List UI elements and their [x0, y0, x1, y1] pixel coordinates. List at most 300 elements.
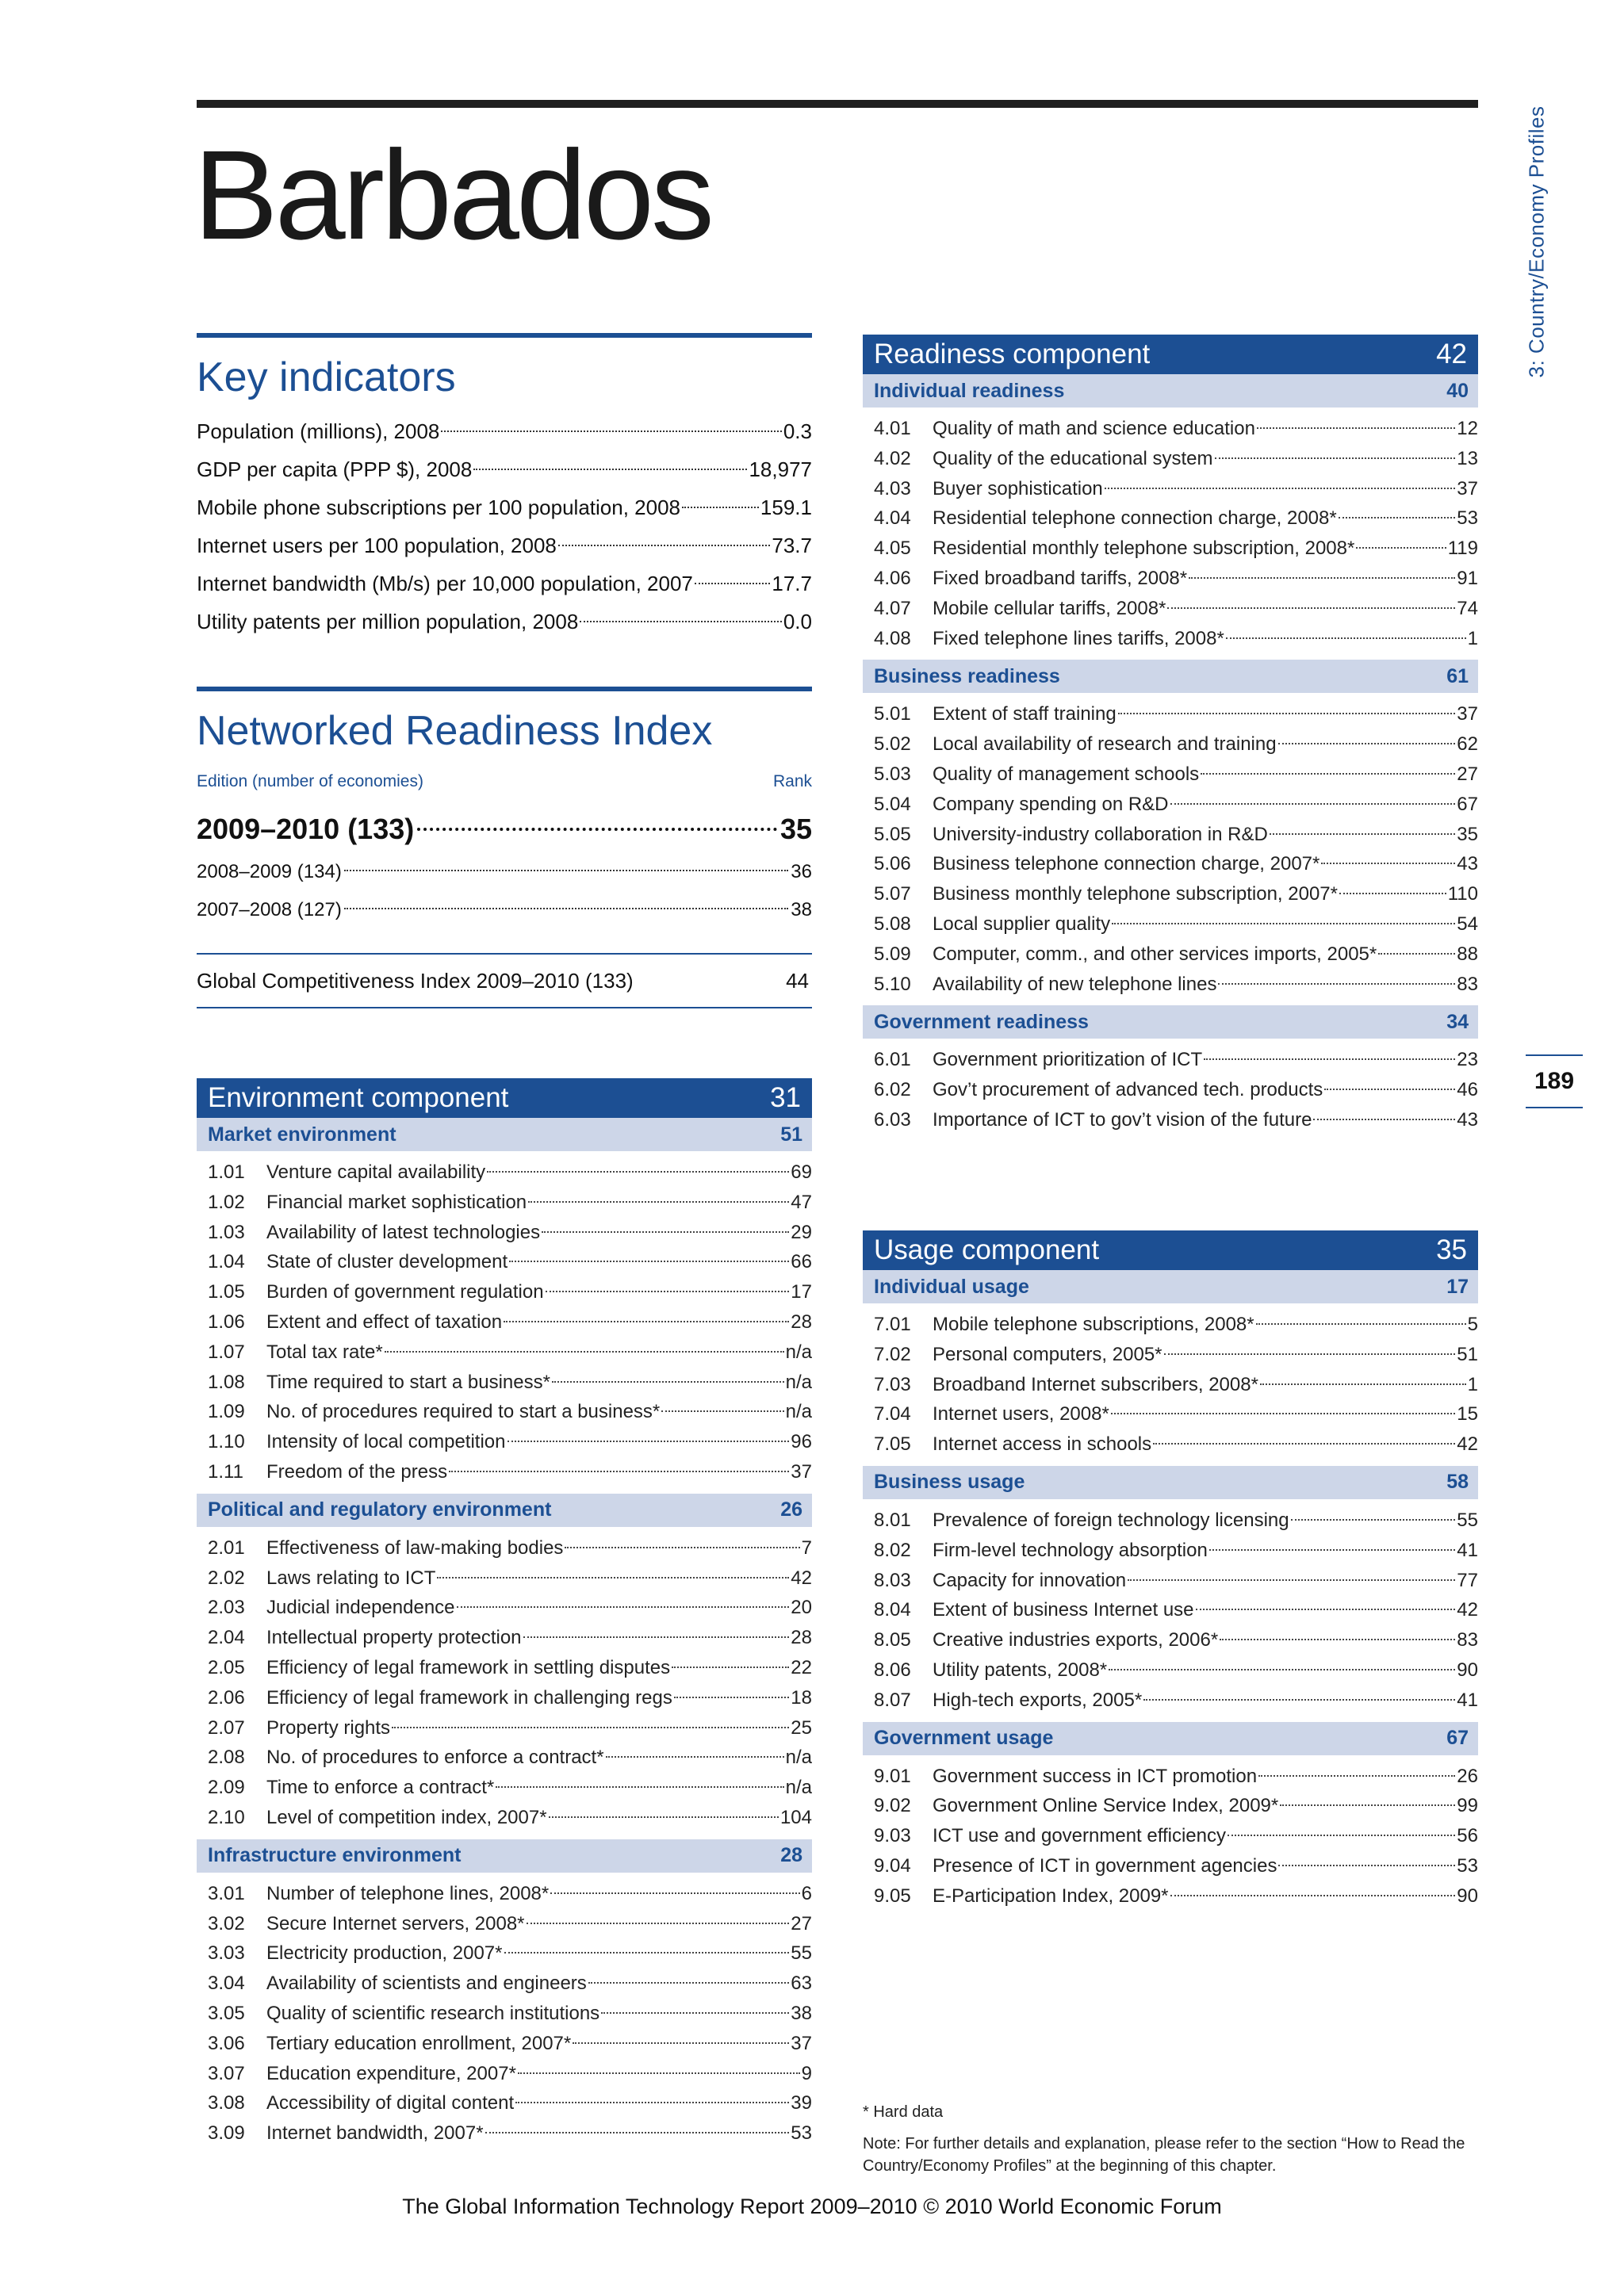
- key-indicator-label: Utility patents per million population, 2008: [197, 610, 579, 633]
- indicator-row: [197, 1337, 812, 1368]
- indicator-label: Business telephone connection charge, 2007*: [933, 853, 1320, 875]
- nri-column-header: [197, 772, 812, 791]
- indicator-row: [863, 1851, 1478, 1881]
- indicator-row: [197, 1218, 812, 1248]
- indicator-label: Creative industries exports, 2006*: [933, 1629, 1219, 1651]
- indicator-rank: 27: [1457, 763, 1478, 785]
- leader-dots: [1153, 1443, 1455, 1445]
- leader-dots: [1112, 923, 1455, 924]
- indicator-rank: 43: [1457, 1108, 1478, 1131]
- indicator-row: [197, 2118, 812, 2149]
- indicator-number: 6.01: [874, 1049, 911, 1071]
- indicator-label: Utility patents, 2008*: [933, 1659, 1108, 1681]
- indicator-rank: 42: [1457, 1599, 1478, 1621]
- indicator-label: Firm-level technology absorption: [933, 1539, 1208, 1561]
- key-indicator-row: [197, 488, 812, 526]
- indicator-number: 8.07: [874, 1689, 911, 1711]
- indicator-row: [197, 2029, 812, 2059]
- readiness-component: [863, 335, 1478, 1142]
- indicator-row: [863, 1791, 1478, 1821]
- leader-dots: [558, 545, 771, 546]
- leader-dots: [1257, 427, 1455, 429]
- indicator-number: 7.01: [874, 1314, 911, 1335]
- indicator-row: [863, 594, 1478, 624]
- indicator-rank: 47: [791, 1191, 812, 1213]
- leader-dots: [546, 1291, 790, 1292]
- indicator-number: 1.10: [208, 1431, 245, 1453]
- leader-dots: [1339, 517, 1456, 519]
- usage-component: [863, 1230, 1478, 1918]
- indicator-row: [197, 1969, 812, 1999]
- pillar-header: [863, 660, 1478, 693]
- leader-dots: [1196, 1609, 1456, 1610]
- indicator-rank: 66: [791, 1251, 812, 1273]
- readiness-component-rank: 42: [1436, 339, 1467, 369]
- indicator-label: Judicial independence: [266, 1597, 455, 1619]
- indicator-rank: n/a: [785, 1747, 812, 1769]
- indicator-number: 8.05: [874, 1629, 911, 1651]
- indicator-row: [863, 1429, 1478, 1460]
- indicator-label: Company spending on R&D: [933, 793, 1169, 815]
- key-indicators-section: [197, 333, 812, 641]
- leader-dots: [1324, 1089, 1455, 1090]
- key-indicator-value: 0.3: [783, 419, 812, 443]
- indicator-rank: 90: [1457, 1885, 1478, 1907]
- indicator-row: [863, 624, 1478, 654]
- nri-rule: [197, 687, 812, 691]
- indicator-number: 1.05: [208, 1281, 245, 1303]
- leader-dots: [1278, 1865, 1455, 1866]
- indicator-label: Buyer sophistication: [933, 477, 1103, 499]
- pillar-title: Infrastructure environment: [208, 1844, 462, 1867]
- leader-dots: [496, 1786, 783, 1788]
- indicator-label: E-Participation Index, 2009*: [933, 1885, 1169, 1907]
- leader-dots: [1118, 713, 1456, 714]
- indicator-number: 1.03: [208, 1221, 245, 1243]
- leader-dots: [1170, 1895, 1456, 1896]
- indicator-label: Quality of scientific research institutions: [266, 2002, 600, 2024]
- indicator-label: Broadband Internet subscribers, 2008*: [933, 1373, 1258, 1395]
- indicator-row: [863, 534, 1478, 564]
- leader-dots: [1143, 1699, 1455, 1701]
- indicator-number: 9.05: [874, 1885, 911, 1907]
- pillar-title: Individual readiness: [874, 379, 1065, 402]
- usage-component-header: [863, 1230, 1478, 1270]
- key-indicators-list: [197, 412, 812, 641]
- indicator-row: [863, 790, 1478, 820]
- indicator-label: Fixed broadband tariffs, 2008*: [933, 567, 1188, 589]
- indicator-label: Education expenditure, 2007*: [266, 2062, 516, 2084]
- indicator-number: 5.06: [874, 853, 911, 875]
- hard-data-footnote: * Hard data: [863, 2103, 944, 2121]
- indicator-number: 5.01: [874, 703, 911, 725]
- leader-dots: [527, 1923, 790, 1924]
- nri-section: [197, 687, 812, 1008]
- indicator-rank: 23: [1457, 1049, 1478, 1071]
- leader-dots: [457, 1606, 790, 1608]
- leader-dots: [588, 1982, 790, 1984]
- indicator-label: Availability of scientists and engineers: [266, 1973, 587, 1995]
- pillar-header: [197, 1494, 812, 1527]
- pillar-header: [863, 374, 1478, 408]
- indicator-row: [863, 444, 1478, 474]
- indicator-rank: 37: [791, 2032, 812, 2054]
- key-indicator-row: [197, 564, 812, 603]
- indicator-row: [863, 939, 1478, 970]
- indicator-label: Presence of ICT in government agencies: [933, 1854, 1277, 1877]
- indicator-label: Extent and effect of taxation: [266, 1311, 503, 1333]
- indicator-label: Importance of ICT to gov’t vision of the future: [933, 1108, 1312, 1131]
- indicator-label: Total tax rate*: [266, 1341, 383, 1363]
- leader-dots: [682, 507, 759, 508]
- indicator-row: [863, 1655, 1478, 1686]
- indicator-label: Financial market sophistication: [266, 1191, 527, 1213]
- indicator-list: [197, 1158, 812, 1487]
- key-indicator-label: Mobile phone subscriptions per 100 population, 2008: [197, 496, 680, 519]
- indicator-label: Laws relating to ICT: [266, 1567, 436, 1589]
- nri-row: [197, 853, 812, 891]
- indicator-number: 7.02: [874, 1343, 911, 1365]
- leader-dots: [437, 1577, 789, 1578]
- indicator-rank: 41: [1457, 1689, 1478, 1711]
- key-indicator-row: [197, 412, 812, 450]
- indicator-label: Internet access in schools: [933, 1433, 1152, 1456]
- nri-heading: Networked Readiness Index: [197, 708, 713, 754]
- page-number: 189: [1534, 1068, 1575, 1094]
- leader-dots: [1256, 1323, 1466, 1325]
- indicator-row: [863, 1595, 1478, 1625]
- leader-dots: [1280, 1804, 1455, 1806]
- indicator-row: [863, 1625, 1478, 1655]
- indicator-number: 5.03: [874, 763, 911, 785]
- indicator-row: [197, 1999, 812, 2029]
- leader-dots: [509, 1261, 789, 1262]
- indicator-rank: 37: [1457, 477, 1478, 499]
- indicator-label: Effectiveness of law-making bodies: [266, 1536, 564, 1559]
- leader-dots: [1220, 1639, 1455, 1640]
- indicator-rank: 53: [791, 2122, 812, 2145]
- indicator-row: [863, 1399, 1478, 1429]
- indicator-rank: 43: [1457, 853, 1478, 875]
- leader-dots: [552, 1381, 784, 1383]
- indicator-number: 8.03: [874, 1569, 911, 1591]
- indicator-rank: 13: [1457, 447, 1478, 469]
- leader-dots: [1189, 577, 1455, 579]
- indicator-row: [863, 699, 1478, 729]
- indicator-number: 1.09: [208, 1401, 245, 1423]
- indicator-number: 1.01: [208, 1161, 245, 1183]
- leader-dots: [601, 2012, 789, 2014]
- leader-dots: [1270, 833, 1455, 835]
- indicator-label: Business monthly telephone subscription, 2007*: [933, 883, 1338, 905]
- indicator-row: [197, 1158, 812, 1188]
- leader-dots: [1313, 1119, 1455, 1120]
- indicator-label: University-industry collaboration in R&D: [933, 823, 1268, 845]
- indicator-row: [863, 1821, 1478, 1851]
- key-indicator-value: 159.1: [760, 496, 812, 519]
- indicator-label: Residential telephone connection charge, 2008*: [933, 507, 1337, 530]
- leader-dots: [1215, 457, 1456, 459]
- indicator-list: [863, 1506, 1478, 1716]
- indicator-number: 4.03: [874, 477, 911, 499]
- leader-dots: [1128, 1579, 1455, 1581]
- indicator-list: [863, 1762, 1478, 1911]
- indicator-rank: 28: [791, 1311, 812, 1333]
- leader-dots: [504, 1952, 790, 1954]
- leader-dots: [487, 1171, 789, 1173]
- indicator-label: Efficiency of legal framework in challenging regs: [266, 1686, 672, 1709]
- indicator-number: 2.03: [208, 1597, 245, 1619]
- indicator-list: [197, 1533, 812, 1833]
- indicator-number: 1.08: [208, 1371, 245, 1393]
- indicator-rank: 39: [791, 2092, 812, 2114]
- environment-component: [197, 1078, 812, 2155]
- indicator-number: 4.02: [874, 447, 911, 469]
- indicator-rank: 5: [1467, 1314, 1478, 1335]
- indicator-row: [197, 1563, 812, 1594]
- indicator-number: 2.05: [208, 1656, 245, 1678]
- indicator-row: [863, 1105, 1478, 1135]
- indicator-row: [197, 1368, 812, 1398]
- pillar-title: Government usage: [874, 1727, 1054, 1750]
- indicator-list: [863, 1310, 1478, 1460]
- indicator-number: 5.10: [874, 973, 911, 995]
- indicator-rank: 41: [1457, 1539, 1478, 1561]
- pillar-header: [197, 1118, 812, 1151]
- indicator-rank: 46: [1457, 1079, 1478, 1101]
- indicator-rank: 37: [1457, 703, 1478, 725]
- leader-dots: [549, 1816, 779, 1818]
- indicator-number: 8.04: [874, 1599, 911, 1621]
- indicator-number: 2.06: [208, 1686, 245, 1709]
- indicator-label: Internet users, 2008*: [933, 1403, 1109, 1425]
- pillar-rank: 40: [1446, 379, 1469, 402]
- indicator-rank: 12: [1457, 418, 1478, 439]
- indicator-number: 3.07: [208, 2062, 245, 2084]
- indicator-label: Computer, comm., and other services imports, 2005*: [933, 943, 1377, 965]
- indicator-row: [863, 1762, 1478, 1792]
- leader-dots: [1105, 488, 1456, 489]
- indicator-rank: 51: [1457, 1343, 1478, 1365]
- indicator-row: [863, 729, 1478, 760]
- indicator-number: 4.01: [874, 418, 911, 439]
- pillar-title: Individual usage: [874, 1275, 1029, 1298]
- indicator-row: [197, 1533, 812, 1563]
- indicator-list: [863, 414, 1478, 653]
- indicator-rank: 26: [1457, 1765, 1478, 1787]
- key-indicator-row: [197, 526, 812, 564]
- indicator-label: Residential monthly telephone subscription, 2008*: [933, 538, 1355, 560]
- leader-dots: [550, 1892, 799, 1894]
- nri-row-label: 2007–2008 (127): [197, 899, 342, 920]
- indicator-number: 2.08: [208, 1747, 245, 1769]
- leader-dots: [1258, 1775, 1455, 1777]
- leader-dots: [344, 908, 788, 909]
- indicator-row: [863, 414, 1478, 444]
- indicator-rank: 110: [1447, 883, 1478, 905]
- leader-dots: [1291, 1519, 1456, 1521]
- nri-main-row: [197, 806, 812, 853]
- usage-component-rank: 35: [1436, 1234, 1467, 1265]
- indicator-row: [197, 1277, 812, 1307]
- indicator-number: 9.03: [874, 1825, 911, 1847]
- indicator-row: [197, 1773, 812, 1803]
- key-indicator-row: [197, 603, 812, 641]
- indicator-rank: 104: [779, 1806, 812, 1828]
- indicator-rank: 69: [791, 1161, 812, 1183]
- indicator-rank: 35: [1457, 823, 1478, 845]
- indicator-rank: 63: [791, 1973, 812, 1995]
- indicator-row: [863, 1370, 1478, 1400]
- indicator-label: Government Online Service Index, 2009*: [933, 1795, 1279, 1817]
- indicator-rank: 38: [791, 2002, 812, 2024]
- leader-dots: [504, 1321, 789, 1322]
- indicator-label: Time required to start a business*: [266, 1371, 550, 1393]
- indicator-rank: 99: [1457, 1795, 1478, 1817]
- indicator-label: Freedom of the press: [266, 1460, 448, 1483]
- leader-dots: [441, 430, 781, 432]
- indicator-number: 1.02: [208, 1191, 245, 1213]
- indicator-row: [863, 1881, 1478, 1911]
- leader-dots: [473, 469, 747, 470]
- pillar-title: Market environment: [208, 1123, 396, 1146]
- indicator-row: [863, 1045, 1478, 1075]
- indicator-rank: 20: [791, 1597, 812, 1619]
- leader-dots: [449, 1471, 789, 1472]
- key-indicator-value: 18,977: [749, 457, 812, 481]
- indicator-number: 9.04: [874, 1854, 911, 1877]
- pillar-rank: 51: [780, 1123, 802, 1146]
- nri-row: [197, 891, 812, 929]
- gci-row: [197, 953, 812, 1008]
- leader-dots: [1356, 547, 1446, 549]
- key-indicator-value: 17.7: [772, 572, 812, 595]
- indicator-row: [197, 1713, 812, 1743]
- leader-dots: [1109, 1669, 1455, 1670]
- nri-row-label: 2008–2009 (134): [197, 861, 342, 882]
- indicator-rank: 67: [1457, 793, 1478, 815]
- indicator-rank: 28: [791, 1627, 812, 1649]
- indicator-rank: 54: [1457, 913, 1478, 935]
- indicator-number: 7.05: [874, 1433, 911, 1456]
- leader-dots: [580, 621, 782, 622]
- indicator-row: [197, 1909, 812, 1939]
- nri-main-label: 2009–2010 (133): [197, 813, 415, 845]
- indicator-rank: 83: [1457, 1629, 1478, 1651]
- page-footer: The Global Information Technology Report 2009–2010 © 2010 World Economic Forum: [402, 2195, 1222, 2218]
- indicator-row: [863, 474, 1478, 504]
- indicator-number: 3.04: [208, 1973, 245, 1995]
- indicator-number: 9.01: [874, 1765, 911, 1787]
- indicator-number: 5.07: [874, 883, 911, 905]
- indicator-row: [197, 1683, 812, 1713]
- leader-dots: [1167, 607, 1455, 609]
- leader-dots: [1111, 1413, 1455, 1414]
- indicator-label: No. of procedures to enforce a contract*: [266, 1747, 604, 1769]
- leader-dots: [565, 1547, 799, 1548]
- indicator-row: [197, 1397, 812, 1427]
- leader-dots: [1321, 863, 1455, 864]
- leader-dots: [417, 828, 777, 831]
- top-rule: [197, 100, 1478, 108]
- indicator-rank: n/a: [785, 1777, 812, 1799]
- indicator-rank: 22: [791, 1656, 812, 1678]
- indicator-label: Government success in ICT promotion: [933, 1765, 1258, 1787]
- indicator-number: 3.03: [208, 1942, 245, 1965]
- leader-dots: [674, 1697, 789, 1698]
- pillar-rank: 26: [780, 1498, 802, 1521]
- indicator-row: [863, 1340, 1478, 1370]
- note-footnote: Note: For further details and explanation, please refer to the section “How to Read the Country/Economy Profiles” at the beginning of this chapter.: [863, 2135, 1465, 2175]
- indicator-label: Availability of new telephone lines: [933, 973, 1217, 995]
- usage-component-title: Usage component: [874, 1234, 1100, 1265]
- key-indicator-label: Internet users per 100 population, 2008: [197, 534, 557, 557]
- indicator-list: [863, 1045, 1478, 1135]
- indicator-label: Venture capital availability: [266, 1161, 486, 1183]
- indicator-rank: 55: [1457, 1509, 1478, 1531]
- indicator-rank: 96: [791, 1431, 812, 1453]
- indicator-label: Mobile cellular tariffs, 2008*: [933, 597, 1166, 619]
- nri-rank-label: Rank: [772, 772, 812, 790]
- indicator-number: 5.04: [874, 793, 911, 815]
- leader-dots: [518, 2072, 800, 2074]
- indicator-rank: 62: [1457, 733, 1478, 756]
- leader-dots: [344, 870, 788, 871]
- indicator-label: Electricity production, 2007*: [266, 1942, 503, 1965]
- indicator-label: Burden of government regulation: [266, 1281, 544, 1303]
- readiness-component-title: Readiness component: [874, 339, 1151, 369]
- pillar-rank: 58: [1446, 1471, 1469, 1494]
- indicator-row: [863, 564, 1478, 594]
- indicator-label: Efficiency of legal framework in settling disputes: [266, 1656, 671, 1678]
- indicator-rank: 1: [1467, 1373, 1478, 1395]
- pillar-rank: 34: [1446, 1010, 1469, 1033]
- indicator-rank: 27: [791, 1912, 812, 1934]
- indicator-number: 1.04: [208, 1251, 245, 1273]
- leader-dots: [1226, 637, 1466, 639]
- pillar-rank: 67: [1446, 1727, 1469, 1750]
- indicator-row: [197, 1653, 812, 1683]
- indicator-rank: 56: [1457, 1825, 1478, 1847]
- indicator-label: Capacity for innovation: [933, 1569, 1127, 1591]
- pillar-header: [863, 1005, 1478, 1039]
- indicator-rank: 53: [1457, 1854, 1478, 1877]
- indicator-number: 4.05: [874, 538, 911, 560]
- indicator-rank: 83: [1457, 973, 1478, 995]
- pillar-header: [863, 1466, 1478, 1499]
- indicator-number: 7.03: [874, 1373, 911, 1395]
- leader-dots: [606, 1756, 784, 1758]
- page-number-box: [1526, 1054, 1583, 1108]
- key-indicator-label: Internet bandwidth (Mb/s) per 10,000 population, 2007: [197, 572, 693, 595]
- indicator-number: 5.09: [874, 943, 911, 965]
- pillar-header: [863, 1722, 1478, 1755]
- key-indicators-rule: [197, 333, 812, 338]
- indicator-label: Secure Internet servers, 2008*: [266, 1912, 525, 1934]
- indicator-number: 9.02: [874, 1795, 911, 1817]
- indicator-label: Internet bandwidth, 2007*: [266, 2122, 484, 2145]
- indicator-row: [197, 1457, 812, 1487]
- indicator-row: [863, 1536, 1478, 1566]
- key-indicator-label: GDP per capita (PPP $), 2008: [197, 457, 473, 481]
- indicator-row: [197, 1938, 812, 1969]
- indicator-number: 2.01: [208, 1536, 245, 1559]
- indicator-rank: 53: [1457, 507, 1478, 530]
- indicator-label: Intensity of local competition: [266, 1431, 506, 1453]
- indicator-label: Number of telephone lines, 2008*: [266, 1882, 550, 1904]
- indicator-number: 4.08: [874, 627, 911, 649]
- country-title: Barbados: [193, 124, 711, 266]
